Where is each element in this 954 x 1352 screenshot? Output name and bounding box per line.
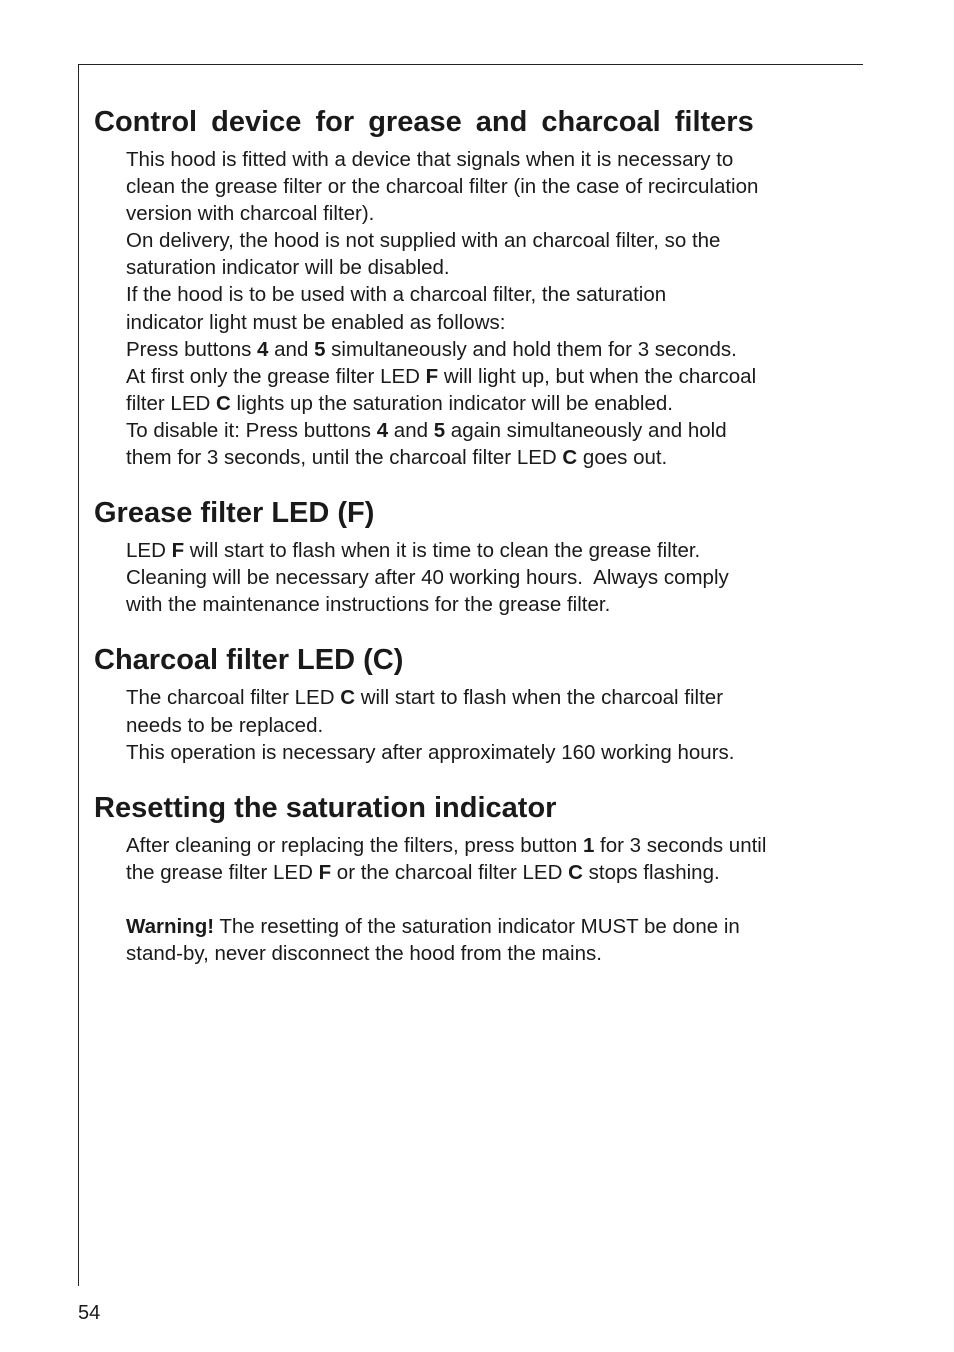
text-run: simultaneously and hold them for 3 seconds. bbox=[325, 337, 737, 361]
text-run: To disable it: Press buttons bbox=[126, 418, 377, 442]
text-run: needs to be replaced. bbox=[126, 713, 324, 737]
bold-text: C bbox=[216, 391, 231, 415]
text-run: saturation indicator will be disabled. bbox=[126, 256, 450, 280]
bold-text: C bbox=[340, 686, 356, 710]
text-line bbox=[126, 227, 854, 254]
bold-text: F bbox=[318, 860, 332, 884]
text-run: lights up the saturation indicator will be enabled. bbox=[230, 391, 673, 415]
text-run: and bbox=[388, 418, 434, 442]
text-line bbox=[126, 200, 854, 227]
text-run: will light up, but when the charcoal bbox=[438, 364, 757, 388]
text-line bbox=[126, 940, 854, 967]
text-line bbox=[126, 173, 854, 200]
text-line bbox=[126, 146, 854, 173]
bold-text: 5 bbox=[433, 418, 446, 442]
text-line bbox=[126, 832, 854, 859]
text-run: Cleaning will be necessary after 40 working hours. Always comply bbox=[126, 566, 729, 590]
bold-text: F bbox=[171, 539, 185, 563]
text-run: version with charcoal filter). bbox=[126, 202, 375, 226]
text-run: with the maintenance instructions for the grease filter. bbox=[126, 593, 611, 617]
bold-text: C bbox=[568, 860, 583, 884]
section-heading: Control device for grease and charcoal filters bbox=[94, 106, 754, 138]
top-rule bbox=[78, 64, 863, 65]
text-line bbox=[126, 390, 854, 417]
text-run: At first only the grease filter LED bbox=[126, 364, 426, 388]
section-body bbox=[126, 684, 854, 765]
text-run: After cleaning or replacing the filters, press button bbox=[126, 833, 583, 857]
text-line bbox=[126, 281, 854, 308]
bold-text: 4 bbox=[376, 418, 389, 442]
text-line bbox=[126, 591, 854, 618]
section-control-device bbox=[94, 100, 854, 471]
text-run: This hood is fitted with a device that signals when it is necessary to bbox=[126, 148, 734, 171]
text-run: stand-by, never disconnect the hood from the mains. bbox=[126, 942, 602, 966]
text-line bbox=[126, 712, 854, 739]
text-run: LED bbox=[126, 539, 172, 563]
text-line bbox=[126, 444, 854, 471]
section-body bbox=[126, 146, 854, 471]
text-line bbox=[126, 336, 854, 363]
bold-text: 1 bbox=[582, 833, 595, 857]
section-charcoal-filter-led bbox=[94, 638, 854, 765]
text-run: Press buttons bbox=[126, 337, 258, 361]
text-run: If the hood is to be used with a charcoal filter, the saturation bbox=[126, 283, 667, 307]
text-run: will start to flash when it is time to clean the grease filter. bbox=[184, 539, 701, 563]
text-run: The charcoal filter LED bbox=[126, 686, 341, 710]
text-run: This operation is necessary after approximately 160 working hours. bbox=[126, 740, 735, 764]
text-line bbox=[126, 417, 854, 444]
section-heading: Grease filter LED (F) bbox=[94, 497, 375, 530]
text-line bbox=[126, 537, 854, 564]
text-run: will start to flash when the charcoal filter bbox=[355, 686, 724, 710]
section-grease-filter-led bbox=[94, 491, 854, 618]
text-run: again simultaneously and hold bbox=[445, 418, 727, 442]
bold-text: 4 bbox=[257, 337, 269, 361]
page-number: 54 bbox=[78, 1302, 101, 1324]
bold-text: F bbox=[425, 364, 439, 388]
text-run: indicator light must be enabled as follows: bbox=[126, 310, 506, 334]
text-line bbox=[126, 309, 854, 336]
section-heading: Charcoal filter LED (C) bbox=[94, 644, 404, 677]
section-resetting-indicator bbox=[94, 786, 854, 967]
text-line bbox=[126, 254, 854, 281]
text-run: for 3 seconds until bbox=[594, 833, 767, 857]
text-run: goes out. bbox=[577, 446, 668, 470]
bold-text: 5 bbox=[314, 337, 326, 361]
bold-text: Warning! bbox=[126, 914, 215, 938]
manual-page-content bbox=[94, 100, 854, 987]
text-line bbox=[126, 564, 854, 591]
text-run: The resetting of the saturation indicator MUST be done in bbox=[214, 914, 740, 938]
bold-text: C bbox=[562, 446, 578, 470]
left-rule bbox=[78, 64, 79, 1286]
text-line bbox=[126, 363, 854, 390]
text-run: or the charcoal filter LED bbox=[331, 860, 569, 884]
text-run: filter LED bbox=[126, 391, 216, 415]
text-run: stops flashing. bbox=[582, 860, 720, 884]
text-line bbox=[126, 913, 854, 940]
text-run: the grease filter LED bbox=[126, 860, 319, 884]
text-run: them for 3 seconds, until the charcoal filter LED bbox=[126, 446, 563, 470]
text-run: clean the grease filter or the charcoal filter (in the case of recirculation bbox=[126, 175, 759, 199]
section-body bbox=[126, 537, 854, 618]
section-body bbox=[126, 832, 854, 967]
text-line bbox=[126, 859, 854, 886]
text-run: On delivery, the hood is not supplied with an charcoal filter, so the bbox=[126, 229, 721, 253]
text-line bbox=[126, 886, 854, 913]
text-line bbox=[126, 684, 854, 711]
section-heading: Resetting the saturation indicator bbox=[94, 791, 557, 824]
text-line bbox=[126, 739, 854, 766]
text-run: and bbox=[268, 337, 315, 361]
